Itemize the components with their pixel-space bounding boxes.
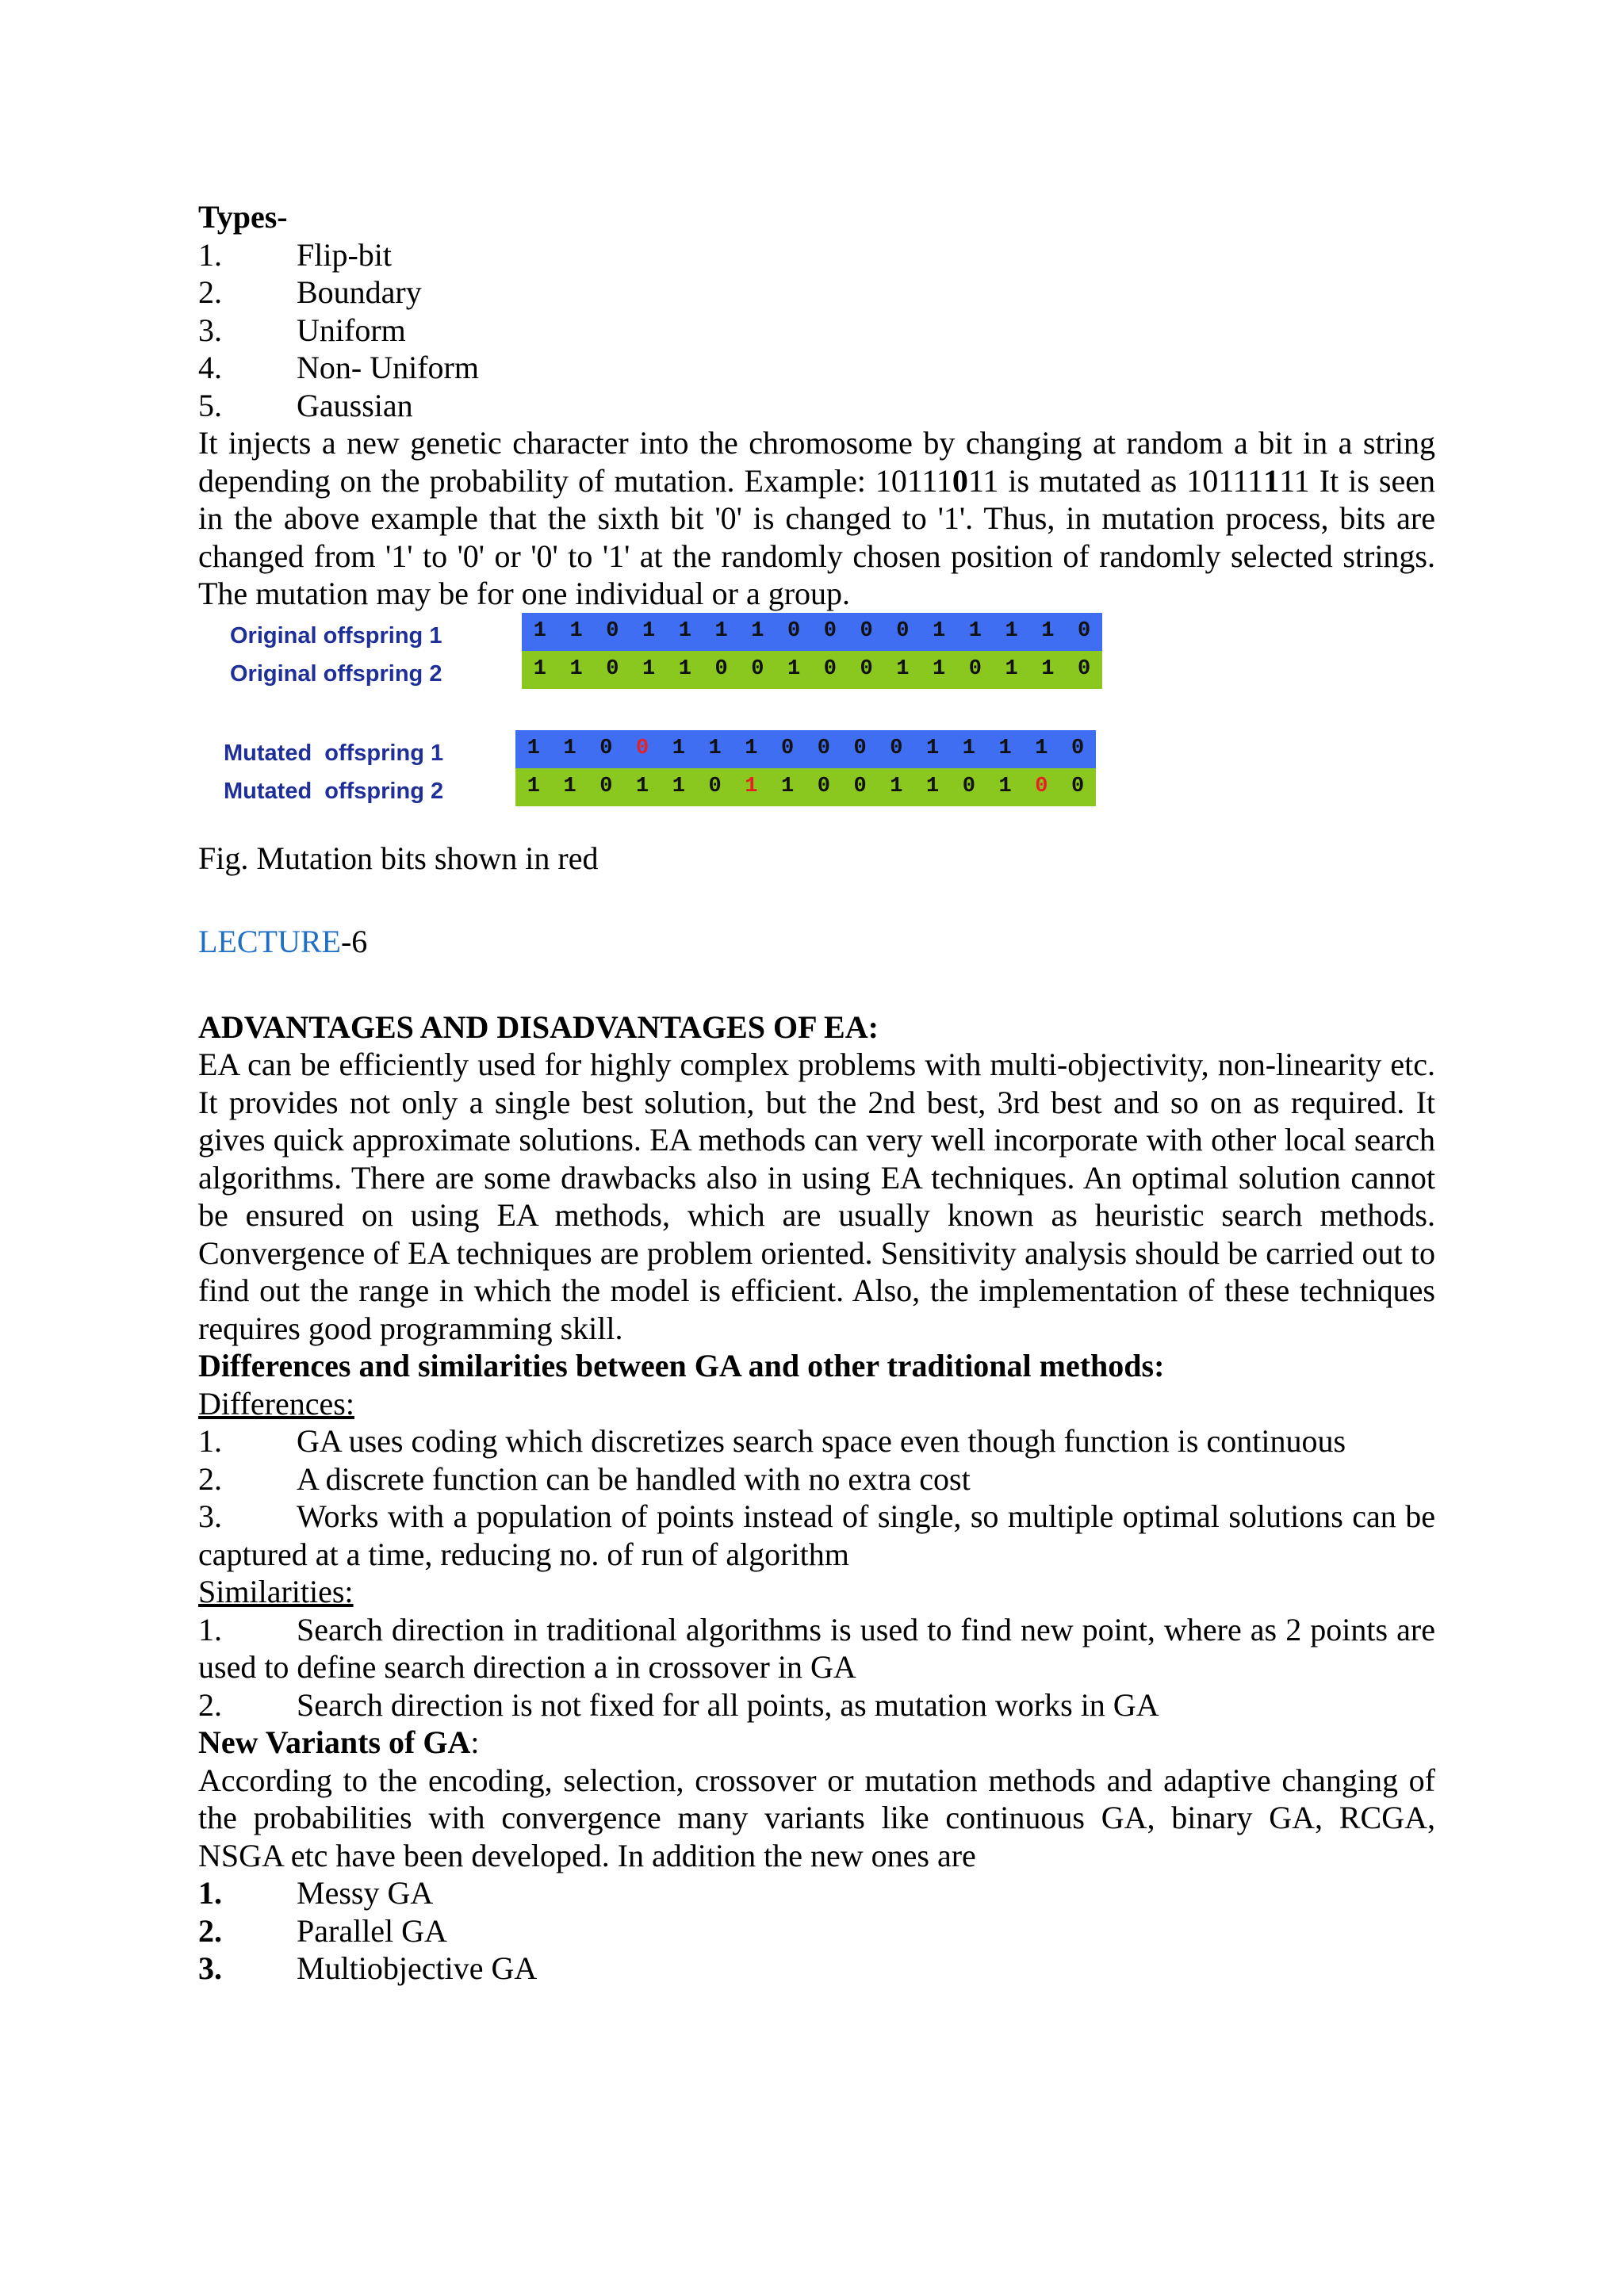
- bit-cell: 1: [926, 736, 940, 760]
- bit-cell: 1: [998, 736, 1012, 760]
- list-number: 3.: [198, 1498, 222, 1534]
- bit-cell: 1: [636, 774, 649, 798]
- bit-cell: 0: [606, 656, 619, 681]
- bit-cell: 1: [1005, 656, 1018, 681]
- differences-heading: Differences and similarities between GA and other traditional methods:: [198, 1348, 1165, 1383]
- bit-cell: 1: [527, 736, 540, 760]
- list-number: 3.: [198, 312, 222, 348]
- bit-cell: 1: [933, 618, 946, 643]
- bit-cell: 0: [606, 618, 619, 643]
- bit-cell: 1: [896, 656, 910, 681]
- list-text: Boundary: [297, 274, 422, 310]
- bit-cell: 1: [672, 736, 685, 760]
- list-text: Multiobjective GA: [297, 1950, 538, 1986]
- list-item: [198, 1950, 1435, 1988]
- bit-cell: 1: [926, 774, 940, 798]
- list-item: [198, 1874, 1435, 1912]
- bit-cell: 0: [781, 736, 795, 760]
- bit-cell: 0: [962, 774, 975, 798]
- list-text: Flip-bit: [297, 236, 393, 273]
- variants-heading: [198, 1724, 1435, 1762]
- bit-cell: 1: [1041, 656, 1055, 681]
- list-number: 4.: [198, 350, 222, 385]
- bit-cell: 0: [1071, 774, 1085, 798]
- variants-colon: :: [470, 1724, 480, 1760]
- lecture-number: -6: [340, 924, 368, 959]
- bit-cell: 1: [751, 618, 764, 643]
- lecture-label: [198, 923, 1435, 961]
- similarities-label: Similarities:: [198, 1574, 354, 1609]
- variants-paragraph: According to the encoding, selection, crossover or mutation methods and adaptive changing of the probabilities with convergence many variants like continuous GA, binary GA, RCGA, NSGA etc have been developed. In addition the new ones are: [198, 1762, 1435, 1873]
- bit-cell: 0: [853, 774, 867, 798]
- bit-cell: 1: [672, 774, 685, 798]
- list-text: Search direction in traditional algorithms is used to find new point, where as 2 points are used to define search direction a in crossover in GA: [198, 1611, 1435, 1685]
- paragraph-text: 11 is mutated as 10111: [967, 462, 1264, 499]
- bit-cell: 0: [751, 656, 764, 681]
- types-heading: Types-: [198, 199, 288, 235]
- list-item: [198, 1912, 1435, 1950]
- bit-cell: 0: [1078, 656, 1091, 681]
- differences-label: Differences:: [198, 1385, 354, 1422]
- bit-cell: 1: [787, 656, 801, 681]
- list-item: [198, 1686, 1435, 1724]
- mutated-bit: 1: [745, 774, 758, 798]
- bit-cell: 1: [998, 774, 1012, 798]
- list-item: [198, 349, 1435, 387]
- bit-cell: 1: [678, 656, 691, 681]
- list-text: Search direction is not fixed for all points, as mutation works in GA: [297, 1686, 1159, 1723]
- mutation-figure: [198, 618, 1435, 832]
- bit-cell: 0: [853, 736, 867, 760]
- list-item: [198, 312, 1435, 350]
- bit-cell: 1: [781, 774, 795, 798]
- row-label: Mutated offspring 2: [224, 778, 444, 804]
- bit-cell: 1: [968, 618, 982, 643]
- bit-cell: 1: [1041, 618, 1055, 643]
- list-number: 2.: [198, 1912, 222, 1949]
- bit-row: [522, 651, 1102, 689]
- bit-cell: 1: [533, 618, 546, 643]
- lecture-word: LECTURE: [198, 924, 341, 959]
- bit-cell: 0: [708, 774, 722, 798]
- bold-bit: 0: [952, 462, 968, 499]
- bit-cell: 1: [714, 618, 728, 643]
- bit-cell: 0: [860, 656, 873, 681]
- bit-cell: 1: [1035, 736, 1048, 760]
- mutation-paragraph: [198, 424, 1435, 613]
- content-column: [198, 198, 1435, 1988]
- bit-cell: 1: [642, 618, 656, 643]
- list-item: [198, 387, 1435, 425]
- list-text: A discrete function can be handled with no extra cost: [297, 1460, 971, 1497]
- advantages-paragraph: EA can be efficiently used for highly complex problems with multi-objectivity, non-linearity etc. It provides not only a single best solution, but the 2nd best, 3rd best and so on as required. It gives quick approximate solutions. EA methods can very well incorporate with other local search algorithms. There are some drawbacks also in using EA techniques. An optimal solution cannot be ensured on using EA methods, which are usually known as heuristic search methods. Convergence of EA techniques are problem oriented. Sensitivity analysis should be carried out to find out the range in which the model is efficient. Also, the implementation of these techniques requires good programming skill.: [198, 1047, 1435, 1346]
- list-number: 3.: [198, 1950, 222, 1986]
- bit-cell: 0: [817, 736, 830, 760]
- list-item-wrapped: [198, 1611, 1435, 1686]
- bit-cell: 0: [823, 656, 837, 681]
- advantages-heading: ADVANTAGES AND DISADVANTAGES OF EA:: [198, 1008, 879, 1045]
- paragraph-text: It injects a new genetic character into the chromosome by changing at random a bit in a string depending on the probability of mutation. Example: 10111: [198, 425, 1435, 499]
- list-text: Parallel GA: [297, 1912, 447, 1949]
- bit-cell: 0: [817, 774, 830, 798]
- bit-cell: 1: [563, 774, 576, 798]
- bit-cell: 0: [787, 618, 801, 643]
- row-label: Mutated offspring 1: [224, 740, 444, 766]
- list-text: Gaussian: [297, 387, 413, 423]
- bit-cell: 0: [968, 656, 982, 681]
- list-number: 2.: [198, 274, 222, 310]
- list-item: [198, 1460, 1435, 1498]
- bit-cell: 1: [569, 656, 583, 681]
- bit-cell: 0: [599, 736, 613, 760]
- list-number: 5.: [198, 387, 222, 423]
- row-label: Original offspring 2: [230, 660, 442, 687]
- bit-cell: 0: [599, 774, 613, 798]
- bit-row: [522, 613, 1102, 651]
- bit-cell: 1: [527, 774, 540, 798]
- mutated-bit: 0: [1035, 774, 1048, 798]
- list-text: GA uses coding which discretizes search space even though function is continuous: [297, 1423, 1346, 1459]
- bit-cell: 0: [1071, 736, 1085, 760]
- list-item: [198, 1422, 1435, 1460]
- bit-cell: 1: [933, 656, 946, 681]
- bold-bit: 1: [1263, 462, 1280, 499]
- figure-caption: Fig. Mutation bits shown in red: [198, 840, 599, 876]
- bit-cell: 1: [962, 736, 975, 760]
- bit-row: [515, 768, 1096, 806]
- bit-cell: 1: [890, 774, 903, 798]
- list-number: 2.: [198, 1460, 222, 1497]
- mutated-bit: 0: [636, 736, 649, 760]
- bit-cell: 0: [823, 618, 837, 643]
- bit-cell: 1: [533, 656, 546, 681]
- bit-cell: 1: [563, 736, 576, 760]
- bit-cell: 0: [1078, 618, 1091, 643]
- list-item-wrapped: [198, 1498, 1435, 1573]
- list-number: 1.: [198, 1611, 222, 1647]
- list-text: Works with a population of points instead of single, so multiple optimal solutions can be captured at a time, reducing no. of run of algorithm: [198, 1498, 1435, 1572]
- list-number: 2.: [198, 1686, 222, 1723]
- bit-cell: 1: [642, 656, 656, 681]
- list-item: [198, 236, 1435, 274]
- bit-cell: 0: [890, 736, 903, 760]
- bit-cell: 0: [896, 618, 910, 643]
- bit-cell: 0: [714, 656, 728, 681]
- list-item: [198, 274, 1435, 312]
- bit-cell: 1: [708, 736, 722, 760]
- bit-cell: 1: [678, 618, 691, 643]
- types-list: [198, 236, 1435, 425]
- bit-cell: 0: [860, 618, 873, 643]
- bit-cell: 1: [745, 736, 758, 760]
- list-number: 1.: [198, 1875, 222, 1911]
- list-text: Non- Uniform: [297, 350, 479, 385]
- paragraph-text: 11 It is seen in the above example that the sixth bit '0' is changed to '1'. Thus, in mutation process, bits are changed from '1' to '0' or '0' to '1' at the randomly chosen position of randomly selected strings. The mutation may be for one individual or a group.: [198, 462, 1435, 611]
- bit-cell: 1: [1005, 618, 1018, 643]
- list-number: 1.: [198, 1423, 222, 1459]
- list-number: 1.: [198, 236, 222, 273]
- row-label: Original offspring 1: [230, 622, 442, 649]
- list-text: Uniform: [297, 312, 406, 348]
- list-text: Messy GA: [297, 1875, 434, 1911]
- variants-heading-text: New Variants of GA: [198, 1724, 471, 1760]
- bit-row: [515, 730, 1096, 768]
- bit-cell: 1: [569, 618, 583, 643]
